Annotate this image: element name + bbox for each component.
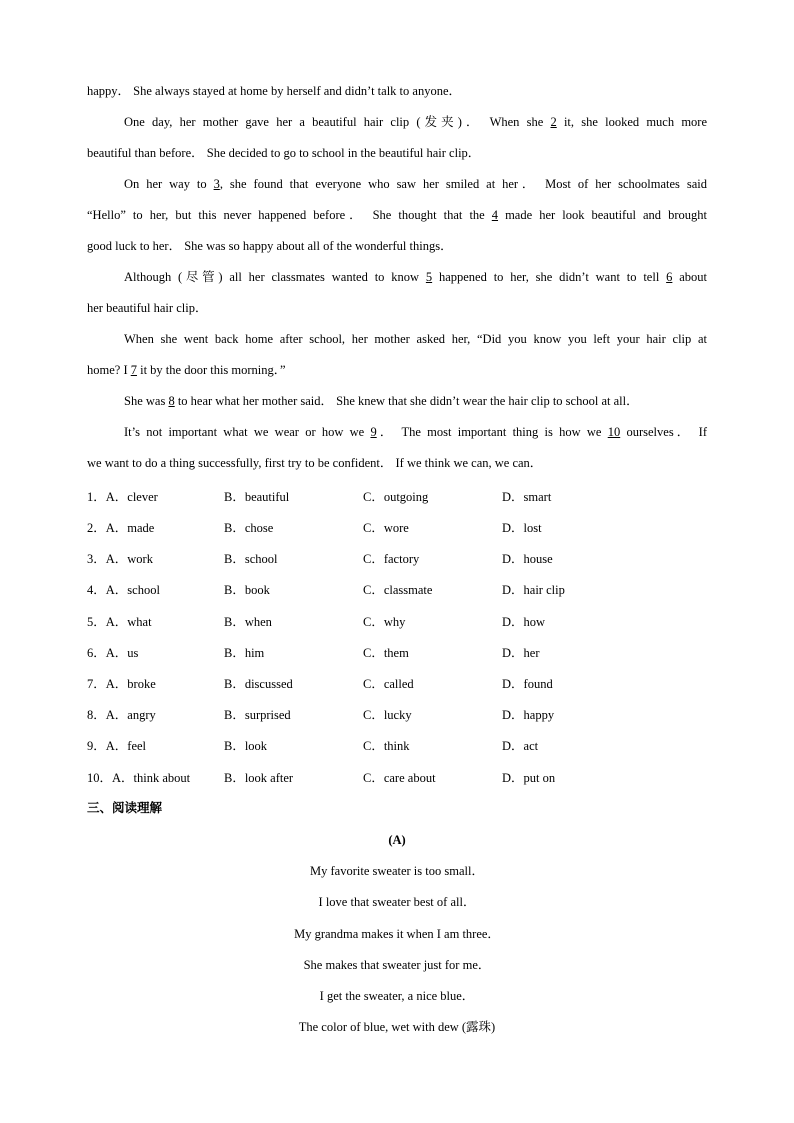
blank-4: 4 (491, 208, 499, 222)
option-c: C．them (363, 646, 409, 660)
passage-line (87, 200, 707, 231)
option-d: D．hair clip (502, 583, 565, 597)
blank-5: 5 (425, 270, 433, 284)
passage-line (87, 448, 707, 479)
option-b: B．look (224, 739, 268, 753)
poem-line: My favorite sweater is too small． (310, 864, 484, 878)
blank-6: 6 (666, 270, 673, 284)
option-a: 6．A．us (87, 646, 139, 660)
option-d: D．lost (502, 521, 542, 535)
blank-3: 3 (213, 177, 220, 191)
option-b: B．book (224, 583, 270, 597)
option-a: 4．A．school (87, 583, 160, 597)
blank-2: 2 (550, 115, 557, 129)
option-c: C．lucky (363, 708, 412, 722)
option-a: 8．A．angry (87, 708, 156, 722)
option-d: D．how (502, 615, 546, 629)
passage-text: ． The most important thing is how we (376, 425, 608, 439)
option-b: B．school (224, 552, 278, 566)
passage-text: “Hello” to her, but this never happened before． She thought that the (87, 208, 492, 222)
option-d: D．put on (502, 771, 556, 785)
passage-line (87, 169, 707, 200)
option-c: C．wore (363, 521, 409, 535)
option-c: C．called (363, 677, 414, 691)
passage-text: it by the door this morning．” (136, 363, 286, 377)
passage-line (87, 355, 707, 386)
passage-line (87, 76, 707, 107)
option-d: D．house (502, 552, 553, 566)
option-b: B．look after (224, 771, 294, 785)
option-c: C．classmate (363, 583, 433, 597)
section-title: 三、阅读理解 (87, 800, 163, 815)
passage-text: ourselves． If (620, 425, 707, 439)
option-a: 1．A．clever (87, 490, 158, 504)
passage-line (87, 262, 707, 293)
option-b: B．him (224, 646, 265, 660)
passage-line (87, 138, 707, 169)
option-a: 7．A．broke (87, 677, 156, 691)
option-b: B．chose (224, 521, 274, 535)
option-a: 9．A．feel (87, 739, 147, 753)
passage-line (87, 231, 707, 262)
passage (87, 76, 707, 479)
passage-line (87, 293, 707, 324)
option-c: C．outgoing (363, 490, 429, 504)
option-a: 2．A．made (87, 521, 155, 535)
poem-line: The color of blue, wet with dew (露珠) (298, 1020, 496, 1034)
option-c: C．care about (363, 771, 436, 785)
passage-text: her beautiful hair clip． (87, 301, 208, 315)
passage-text: On her way to (124, 177, 214, 191)
option-a: 10．A．think about (87, 771, 191, 785)
blank-8: 8 (168, 394, 175, 408)
passage-text: to hear what her mother said． She knew that she didn’t wear the hair clip to school at all． (174, 394, 639, 408)
passage-line (87, 386, 707, 417)
passage-line (87, 107, 707, 138)
option-d: D．act (502, 739, 539, 753)
option-c: C．think (363, 739, 410, 753)
option-d: D．found (502, 677, 553, 691)
passage-text: we want to do a thing successfully, first try to be confident． If we think we can, we can． (87, 456, 543, 470)
poem-heading: (A) (388, 833, 406, 847)
passage-text: It’s not important what we wear or how we (124, 425, 371, 439)
passage-text: happy． She always stayed at home by herself and didn’t talk to anyone． (87, 84, 461, 98)
passage-text: good luck to her． She was so happy about all of the wonderful things． (87, 239, 453, 253)
passage-text: home? I (87, 363, 131, 377)
passage-text: about (672, 270, 707, 284)
option-a: 3．A．work (87, 552, 153, 566)
passage-text: , she found that everyone who saw her smiled at her． Most of her schoolmates said (219, 177, 707, 191)
option-c: C．factory (363, 552, 420, 566)
option-b: B．beautiful (224, 490, 290, 504)
option-b: B．discussed (224, 677, 293, 691)
passage-line (87, 324, 707, 355)
blank-7: 7 (130, 363, 137, 377)
option-d: D．happy (502, 708, 555, 722)
option-d: D．her (502, 646, 540, 660)
poem-line: I get the sweater, a nice blue． (319, 989, 475, 1003)
blank-10: 10 (607, 425, 621, 439)
option-b: B．when (224, 615, 272, 629)
passage-text: beautiful than before． She decided to go to school in the beautiful hair clip． (87, 146, 481, 160)
option-d: D．smart (502, 490, 552, 504)
poem-line: She makes that sweater just for me． (303, 958, 491, 972)
passage-text: Although (尽管) all her classmates wanted to know (124, 270, 426, 284)
passage-text: it, she looked much more (556, 115, 707, 129)
passage-text: When she went back home after school, her mother asked her, “Did you know you left your hair clip at (124, 332, 707, 346)
blank-9: 9 (370, 425, 377, 439)
passage-text: One day, her mother gave her a beautiful hair clip (发夹)． When she (124, 115, 551, 129)
option-c: C．why (363, 615, 406, 629)
passage-text: She was (124, 394, 169, 408)
poem-line: I love that sweater best of all． (318, 895, 476, 909)
passage-text: happened to her, she didn’t want to tell (432, 270, 667, 284)
poem-line: My grandma makes it when I am three． (294, 927, 500, 941)
option-b: B．surprised (224, 708, 291, 722)
passage-line (87, 417, 707, 448)
passage-text: made her look beautiful and brought (498, 208, 707, 222)
option-a: 5．A．what (87, 615, 152, 629)
